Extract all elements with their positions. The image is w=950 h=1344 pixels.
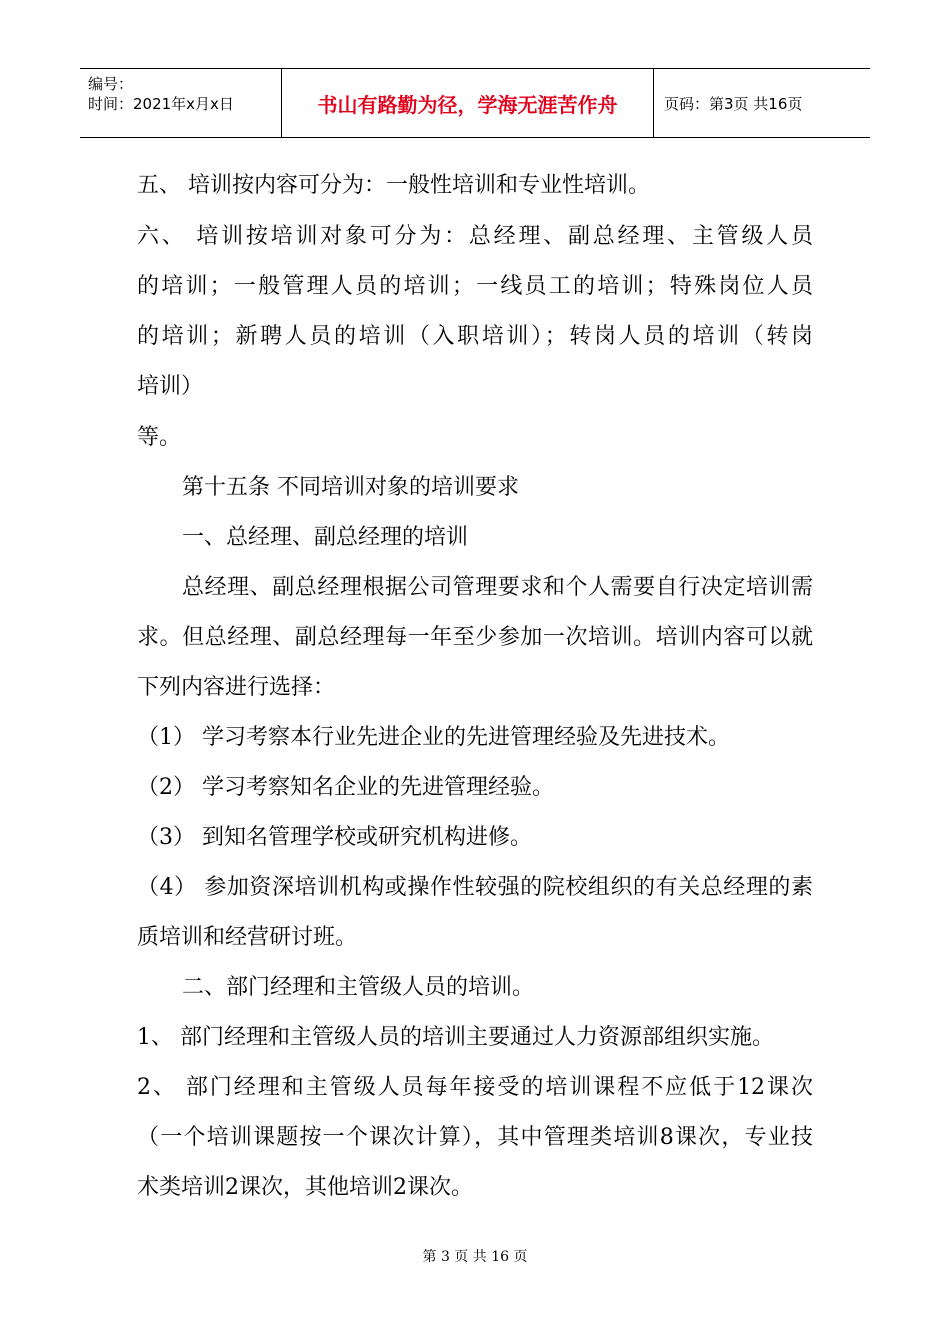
header-motto: 书山有路勤为径，学海无涯苦作舟 xyxy=(282,69,654,137)
header-meta-cell xyxy=(80,69,282,137)
paragraph-line: 下列内容进行选择： xyxy=(137,675,336,700)
header-page-info: 页码：第3页 共16页 xyxy=(664,94,803,113)
paragraph-line: 培训） xyxy=(137,374,204,399)
section-heading: 一、总经理、副总经理的培训 xyxy=(182,525,469,550)
time-label: 时间：2021年x月x日 xyxy=(88,95,234,113)
paragraph-line: 术类培训2课次，其他培训2课次。 xyxy=(137,1175,473,1200)
list-item: 1、 部门经理和主管级人员的培训主要通过人力资源部组织实施。 xyxy=(137,1025,774,1050)
paragraph-line: 六、 培训按培训对象可分为：总经理、副总经理、主管级人员 xyxy=(137,224,813,249)
number-label: 编号： xyxy=(88,75,134,93)
paragraph-line: 五、 培训按内容可分为：一般性培训和专业性培训。 xyxy=(137,173,650,198)
header-table xyxy=(80,68,870,138)
paragraph-line: 等。 xyxy=(137,425,182,450)
paragraph-line: 求。但总经理、副总经理每一年至少参加一次培训。培训内容可以就 xyxy=(137,625,813,650)
list-item: （1） 学习考察本行业先进企业的先进管理经验及先进技术。 xyxy=(137,725,730,750)
page-footer: 第 3 页 共 16 页 xyxy=(422,1249,528,1265)
list-item: （2） 学习考察知名企业的先进管理经验。 xyxy=(137,775,554,800)
paragraph-line: （一个培训课题按一个课次计算），其中管理类培训8课次，专业技 xyxy=(137,1125,813,1150)
paragraph-line: 总经理、副总经理根据公司管理要求和个人需要自行决定培训需 xyxy=(182,575,813,600)
section-heading: 二、部门经理和主管级人员的培训。 xyxy=(182,975,535,1000)
list-item: 2、 部门经理和主管级人员每年接受的培训课程不应低于12课次 xyxy=(137,1075,813,1100)
paragraph-line: 的培训；新聘人员的培训（入职培训）；转岗人员的培训（转岗 xyxy=(137,324,813,349)
list-item: （3） 到知名管理学校或研究机构进修。 xyxy=(137,825,532,850)
list-item: （4） 参加资深培训机构或操作性较强的院校组织的有关总经理的素 xyxy=(137,875,813,900)
article-heading: 第十五条 不同培训对象的培训要求 xyxy=(182,475,519,500)
paragraph-line: 的培训；一般管理人员的培训；一线员工的培训；特殊岗位人员 xyxy=(137,274,813,299)
paragraph-line: 质培训和经营研讨班。 xyxy=(137,925,358,950)
